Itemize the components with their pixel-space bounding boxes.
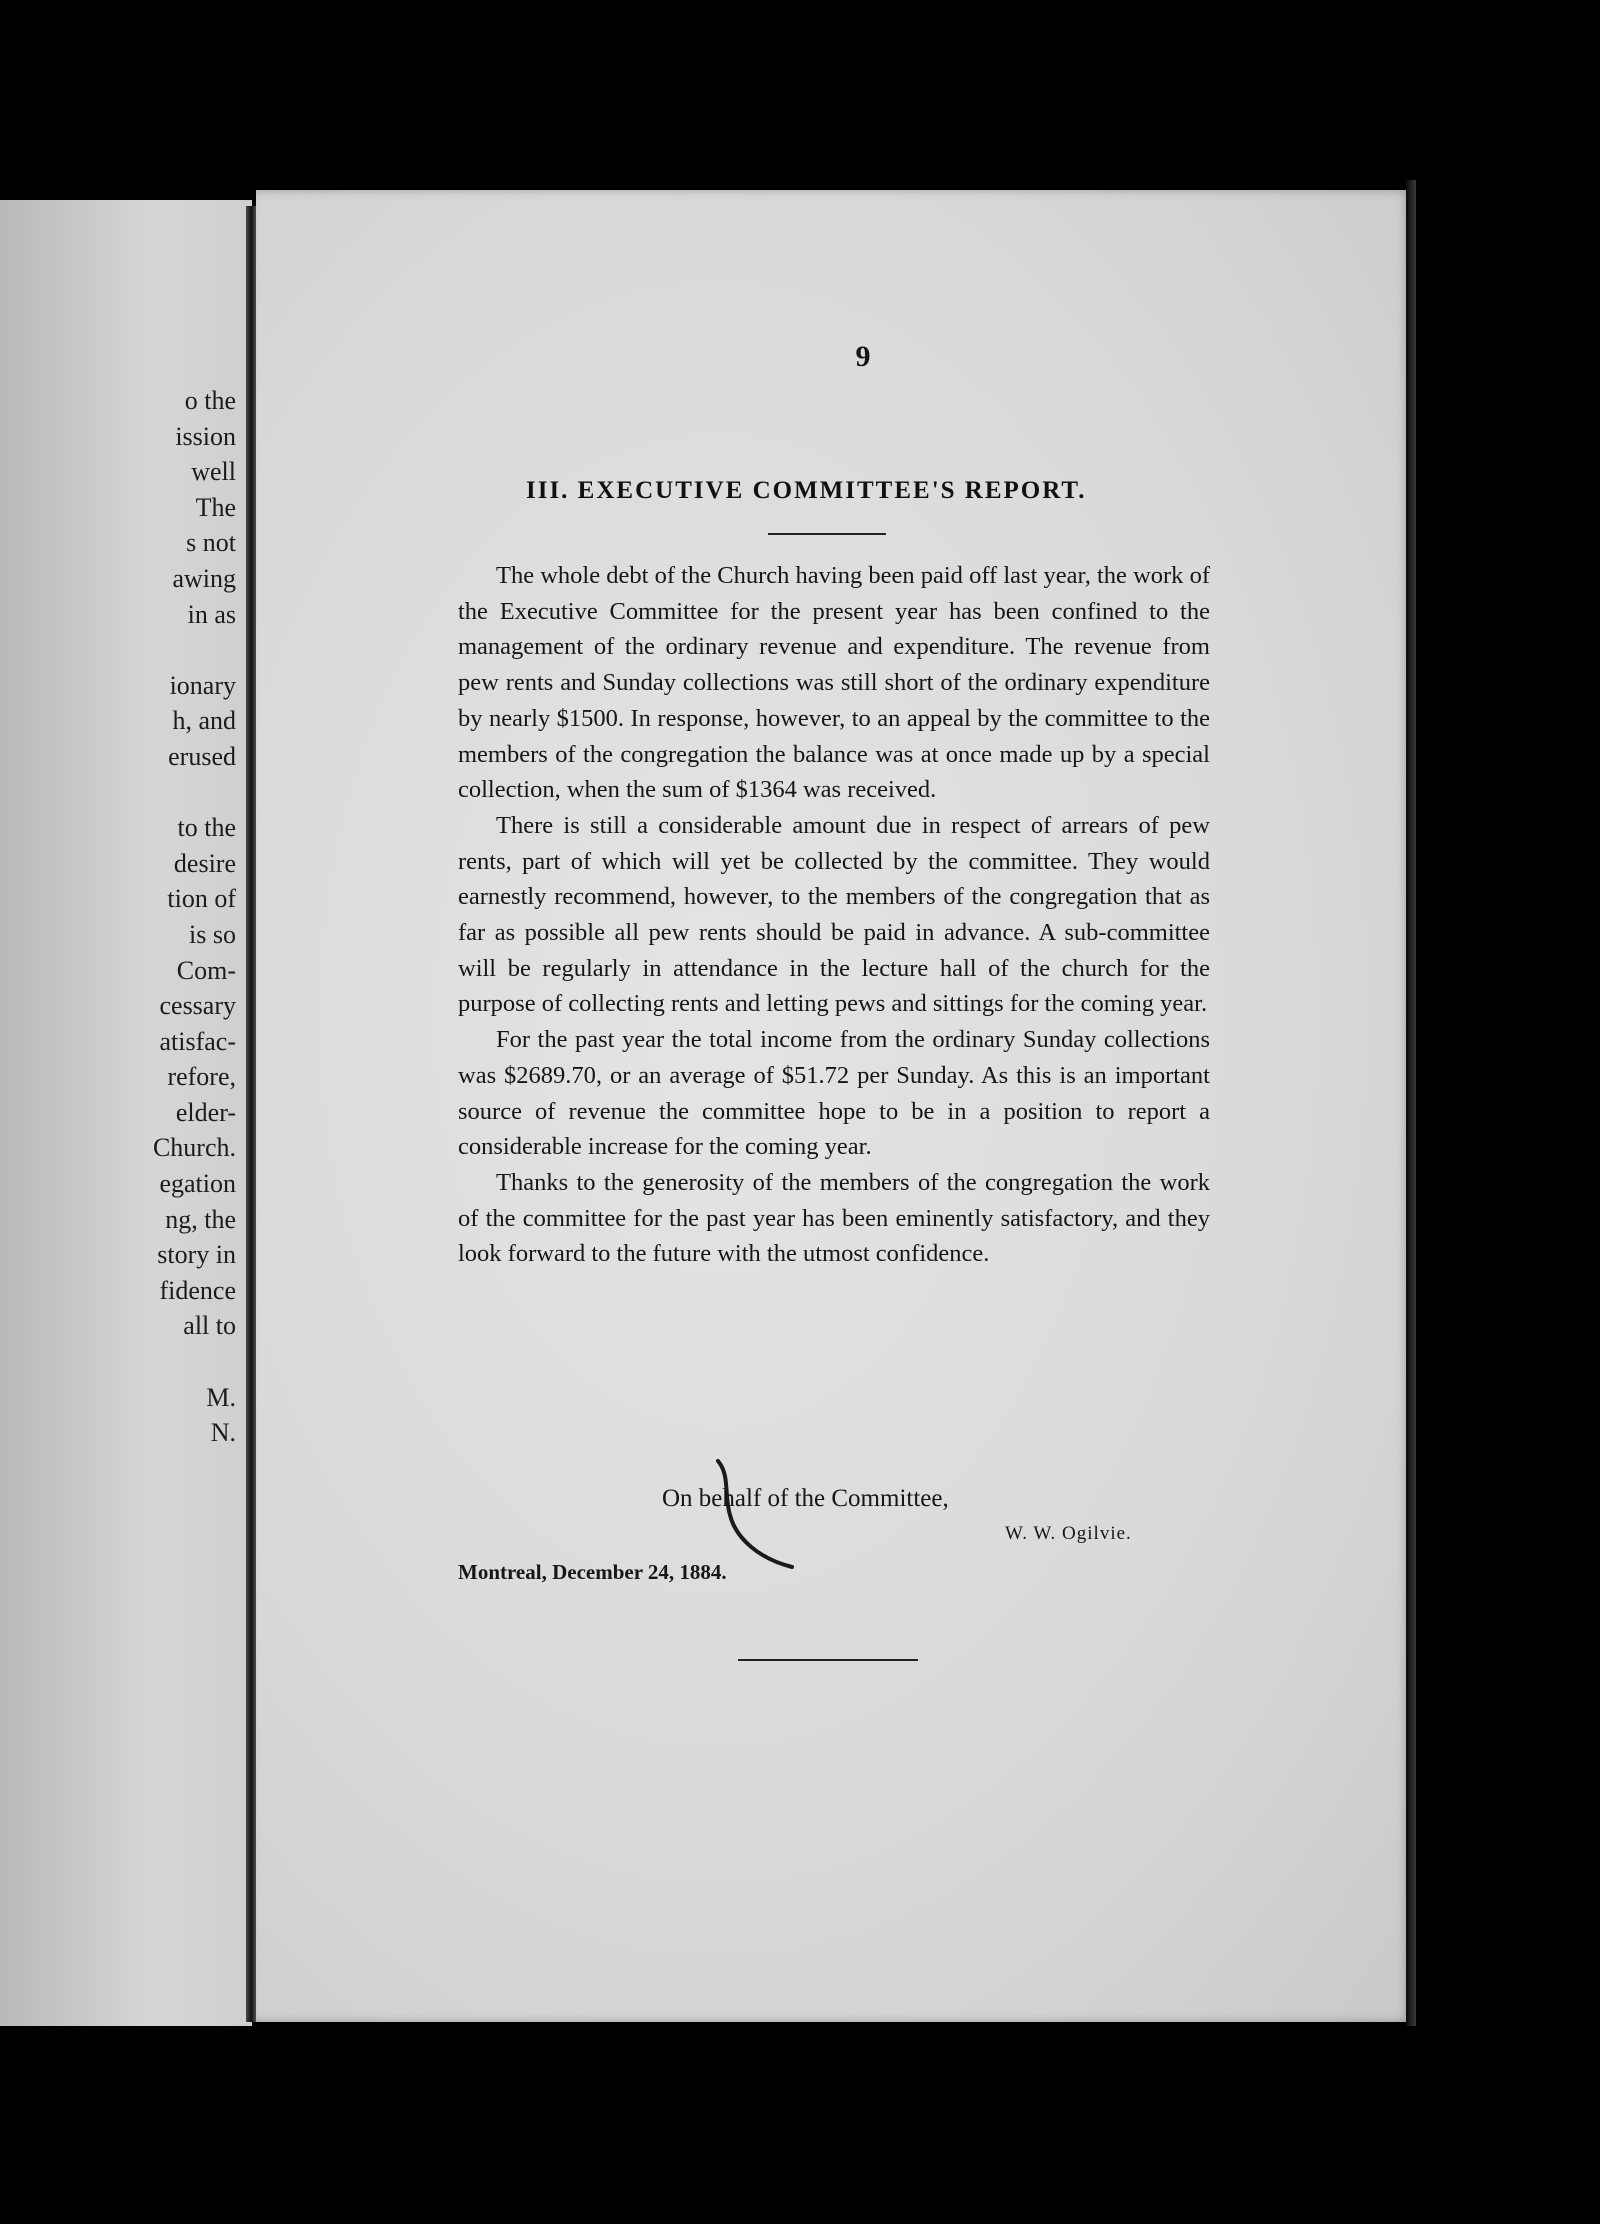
left-page-line: cessary xyxy=(159,991,236,1021)
title-divider-rule xyxy=(768,533,886,535)
left-page-line: is so xyxy=(189,919,236,949)
left-page-line: well xyxy=(191,457,236,487)
paragraph-3: For the past year the total income from the ordinary Sunday collections was $2689.70, or an average of $51.72 per Sunday. As this is an important source of revenue the committee hope to be in a position to report a considerable increase for the coming year. xyxy=(458,1026,1210,1161)
left-page-line: story in xyxy=(157,1240,236,1270)
left-page-line: refore, xyxy=(167,1062,236,1092)
report-title: III. EXECUTIVE COMMITTEE'S REPORT. xyxy=(526,477,1087,504)
left-page-line: h, and xyxy=(172,706,236,736)
left-facing-page xyxy=(0,200,252,2026)
left-page-line: ng, the xyxy=(165,1204,236,1234)
end-divider-rule xyxy=(738,1659,918,1661)
left-page-line xyxy=(153,775,236,811)
left-page-line: fidence xyxy=(159,1275,236,1305)
left-page-line xyxy=(153,632,236,668)
signatory-name: W. W. Ogilvie. xyxy=(1005,1523,1132,1544)
report-body xyxy=(458,558,1210,1272)
left-page-line: tion of xyxy=(167,884,236,914)
place-and-date: Montreal, December 24, 1884. xyxy=(458,1560,727,1584)
left-page-line: elder- xyxy=(175,1097,236,1127)
left-page-line: ionary xyxy=(169,670,236,700)
left-page-line: all to xyxy=(183,1311,236,1341)
page-number: 9 xyxy=(855,340,871,373)
left-page-line: o the xyxy=(184,386,236,415)
left-page-line: awing xyxy=(172,563,236,593)
paragraph-1: The whole debt of the Church having been paid off last year, the work of the Executive Committee for the present year has been confined to the management of the ordinary revenue and expenditure. The revenue from pew rents and Sunday collections was still short of the ordinary expenditure by nearly $1500. In response, however, to an appeal by the committee to the members of the congregation the balance was at once made up by a special collection, when the sum of $1364 was received. xyxy=(458,562,1210,804)
left-page-line: M. xyxy=(206,1382,236,1412)
left-page-line: egation xyxy=(159,1169,236,1199)
left-page-line: in as xyxy=(187,599,236,629)
left-page-line: ission xyxy=(175,421,236,451)
left-page-text-fragments xyxy=(153,383,236,1451)
left-page-line: erused xyxy=(168,741,236,771)
left-page-line: Church. xyxy=(152,1133,236,1163)
left-page-line: N. xyxy=(210,1418,236,1448)
left-page-line: atisfac- xyxy=(159,1026,236,1056)
left-page-line: to the xyxy=(177,813,236,843)
left-page-line: Com- xyxy=(176,955,236,985)
left-page-line xyxy=(153,1344,236,1380)
left-page-line: The xyxy=(195,492,236,522)
right-page-edge xyxy=(1406,180,1416,2026)
paragraph-2: There is still a considerable amount due in respect of arrears of pew rents, part of which will yet be collected by the committee. They would earnestly recommend, however, to the members of the congregation that as far as possible all pew rents should be paid in advance. A sub-committee will be regularly in attendance in the lecture hall of the church for the purpose of collecting rents and letting pews and sittings for the coming year. xyxy=(458,811,1210,1018)
left-page-line: desire xyxy=(173,848,236,878)
signature-on-behalf: On behalf of the Committee, xyxy=(662,1485,949,1512)
paragraph-4: Thanks to the generosity of the members of the congregation the work of the committee for the past year has been eminently satisfactory, and they look forward to the future with the utmost confidence. xyxy=(458,1168,1210,1268)
left-page-line: s not xyxy=(186,528,236,558)
